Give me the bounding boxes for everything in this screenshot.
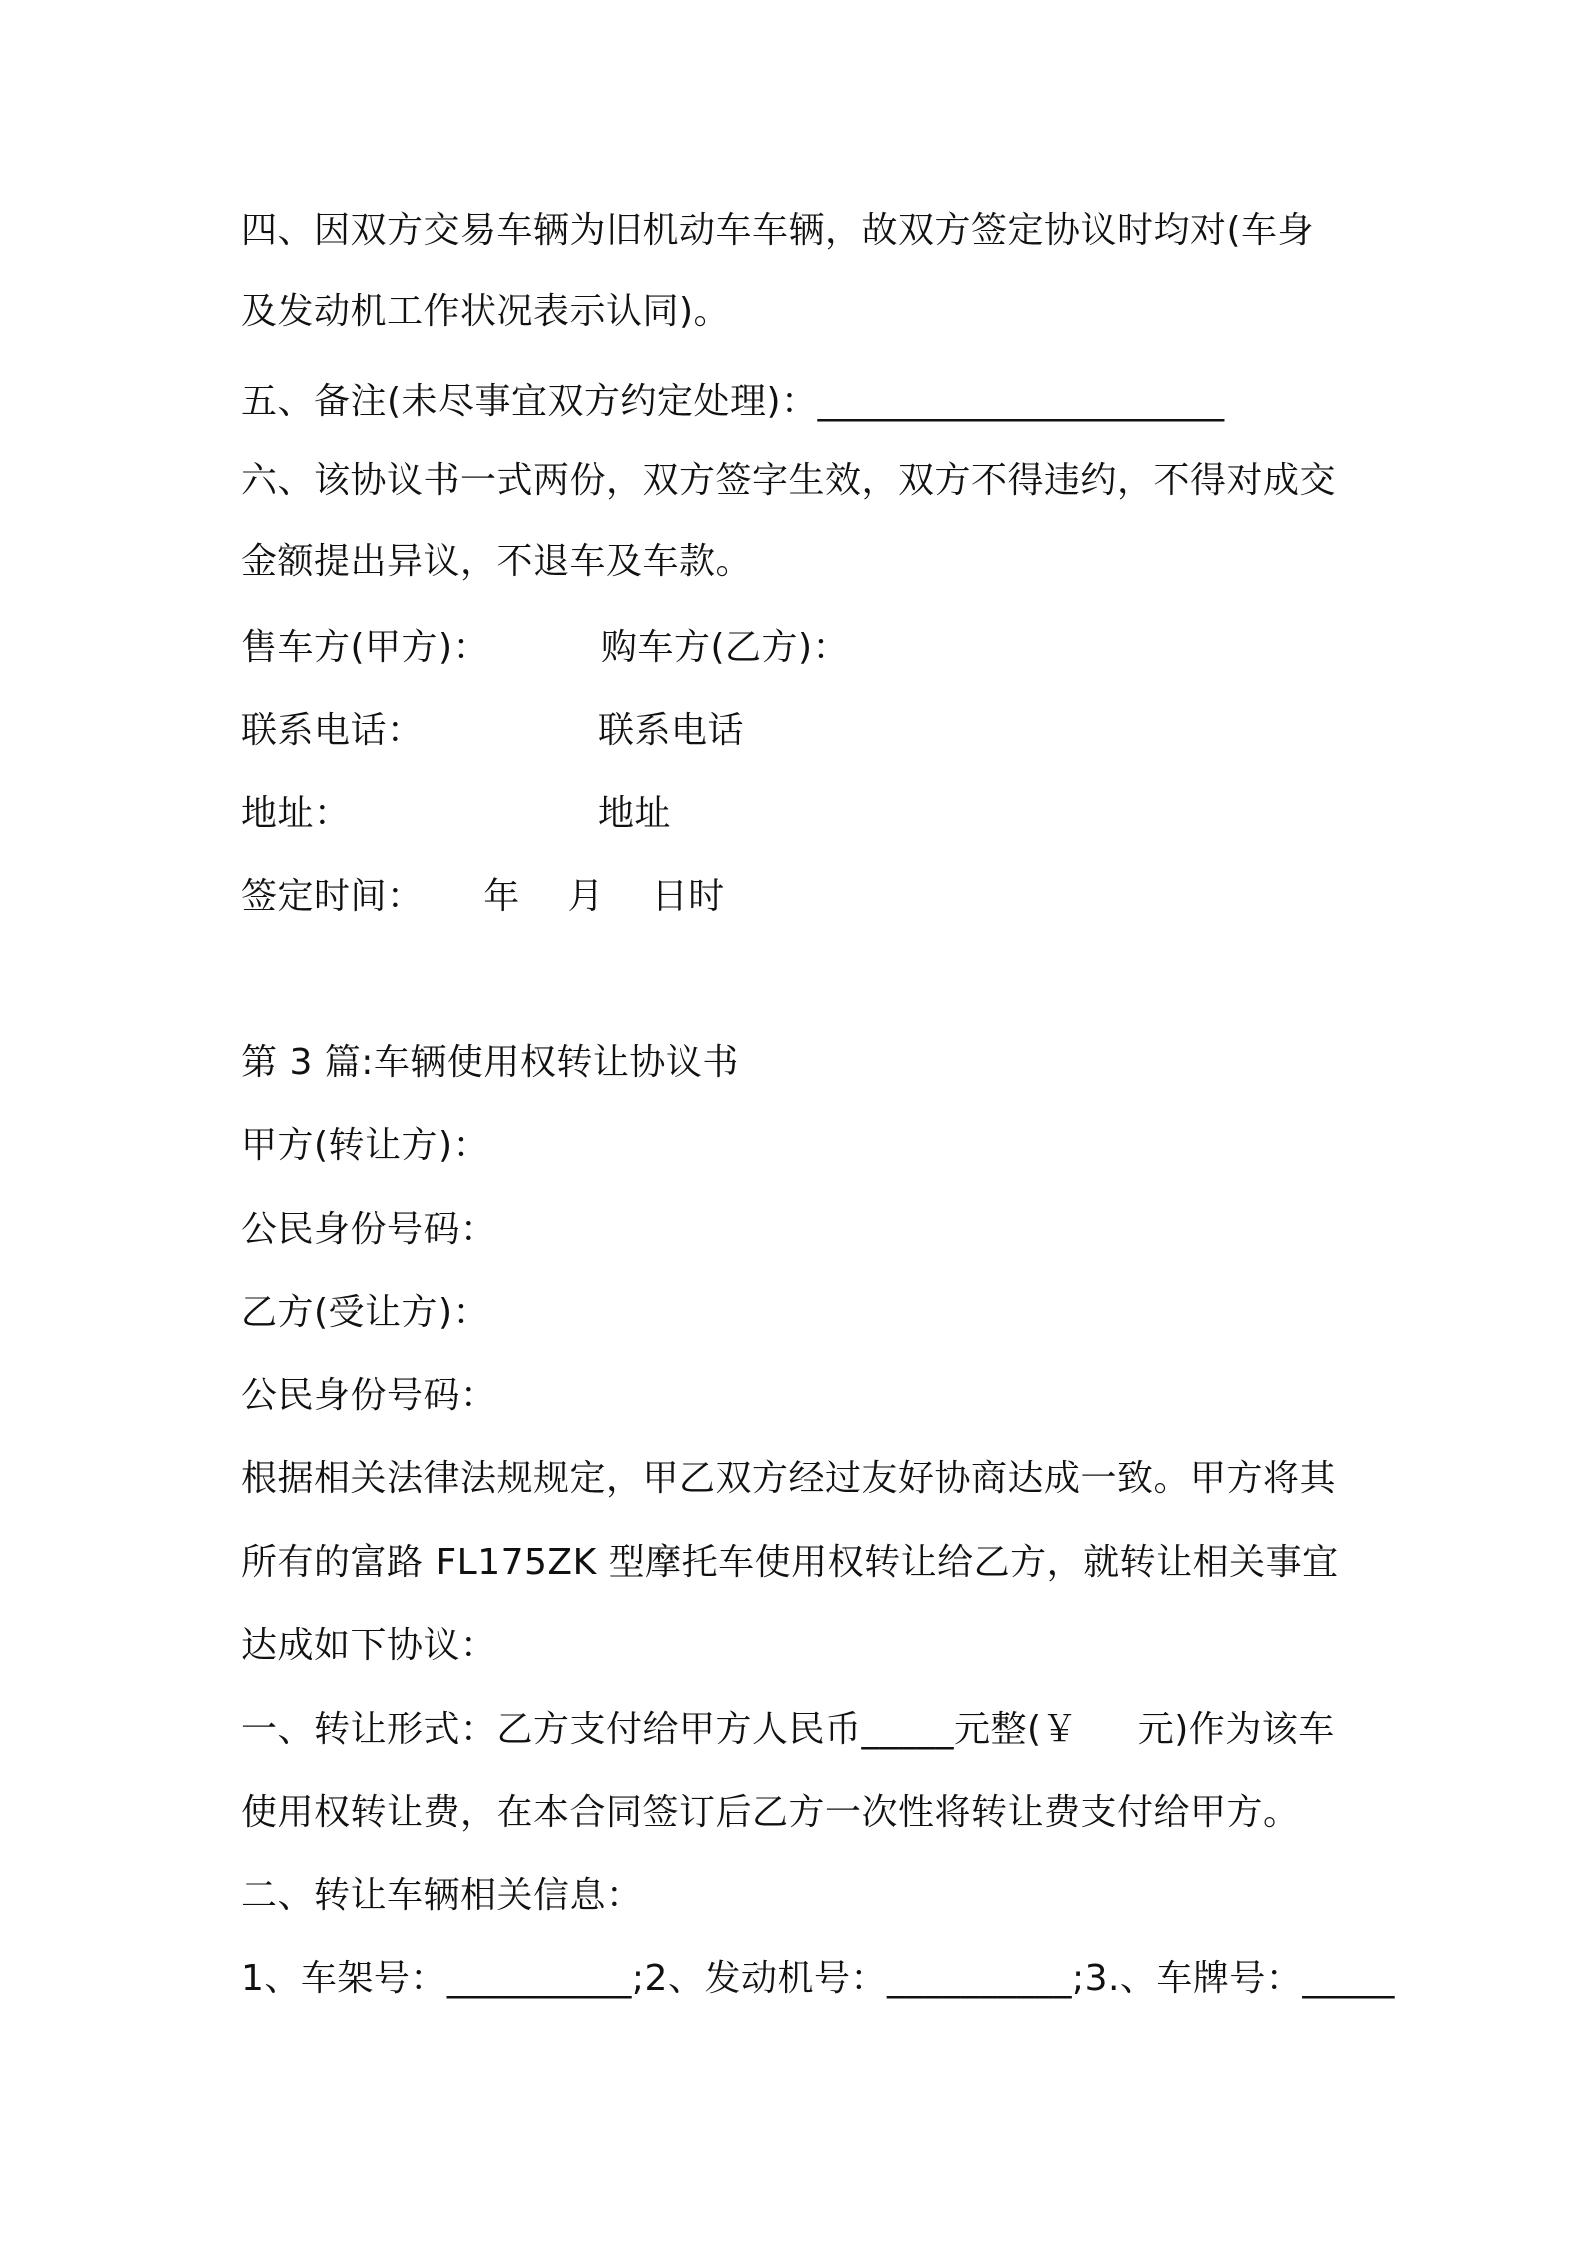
clause-4-line-2: 及发动机工作状况表示认同)。 (241, 291, 731, 332)
buyer-address-label: 地址 (598, 793, 672, 834)
party-a-id-label: 公民身份号码： (241, 1209, 497, 1250)
seller-address-label: 地址： (241, 793, 351, 834)
party-b-id-label: 公民身份号码： (241, 1375, 497, 1416)
intro-line-2: 所有的富路 FL175ZK 型摩托车使用权转让给乙方，就转让相关事宜 (241, 1542, 1339, 1583)
clause-1-line-2: 使用权转让费，在本合同签订后乙方一次性将转让费支付给甲方。 (241, 1792, 1300, 1833)
buyer-phone-label: 联系电话 (598, 710, 745, 751)
buyer-label: 购车方(乙方)： (601, 627, 850, 668)
clause-5-remarks: 五、备注(未尽事宜双方约定处理)：______________________ (241, 381, 1225, 422)
sign-date-line: 签定时间： 年 月 日时 (241, 876, 725, 917)
intro-line-1: 根据相关法律法规规定，甲乙双方经过友好协商达成一致。甲方将其 (241, 1458, 1337, 1499)
clause-6-line-1: 六、该协议书一式两份，双方签字生效，双方不得违约，不得对成交 (241, 460, 1337, 501)
intro-line-3: 达成如下协议： (241, 1625, 497, 1666)
seller-label: 售车方(甲方)： (241, 627, 490, 668)
clause-2-heading: 二、转让车辆相关信息： (241, 1875, 643, 1916)
party-b-label: 乙方(受让方)： (241, 1292, 490, 1333)
clause-6-line-2: 金额提出异议，不退车及车款。 (241, 541, 753, 582)
party-a-label: 甲方(转让方)： (241, 1125, 490, 1166)
clause-4-line-1: 四、因双方交易车辆为旧机动车车辆，故双方签定协议时均对(车身 (241, 210, 1315, 251)
vehicle-info-line: 1、车架号：__________;2、发动机号：__________;3.、车牌号：_____ (241, 1958, 1395, 1999)
clause-1-line-1: 一、转让形式：乙方支付给甲方人民币_____元整(￥ 元)作为该车 (241, 1709, 1335, 1750)
section-3-title: 第 3 篇:车辆使用权转让协议书 (241, 1042, 739, 1083)
seller-phone-label: 联系电话： (241, 710, 424, 751)
